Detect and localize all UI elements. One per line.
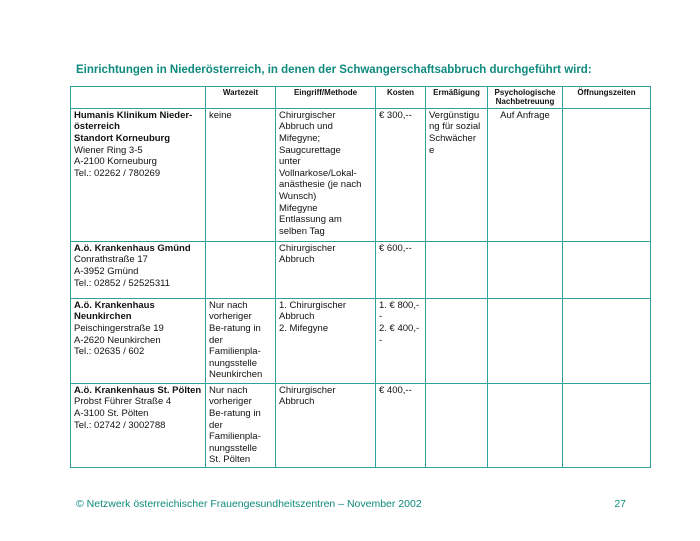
- clinic-cell: [71, 241, 206, 298]
- kosten-cell: [376, 298, 426, 383]
- clinic-cell: [71, 383, 206, 467]
- ermaessigung-cell-line: Schwächer: [429, 133, 476, 144]
- clinic-cell-line: Conrathstraße 17: [74, 254, 148, 266]
- clinic-name-line: Humanis Klinikum Nieder-: [74, 109, 193, 121]
- methode-cell: [276, 383, 376, 467]
- wartezeit-cell-line: vorheriger: [209, 311, 252, 323]
- methode-cell-line: Chirurgischer: [279, 109, 336, 121]
- methode-cell: [276, 241, 376, 298]
- col-header-oeffnungszeiten: Öffnungszeiten: [563, 87, 651, 109]
- table-row: [71, 241, 651, 298]
- wartezeit-cell-line: der: [209, 334, 223, 346]
- nachbetreuung-cell: [488, 241, 563, 298]
- methode-cell: [276, 298, 376, 383]
- clinic-cell: [71, 108, 206, 241]
- wartezeit-cell-line: Be-ratung in: [209, 323, 261, 334]
- kosten-cell-line: -: [379, 311, 383, 323]
- nachbetreuung-cell-line: Auf Anfrage: [500, 109, 550, 121]
- methode-cell: [276, 108, 376, 241]
- methode-cell-line: Chirurgischer: [279, 242, 336, 254]
- wartezeit-cell-line: Nur nach: [209, 384, 248, 396]
- page-footer: [76, 498, 626, 510]
- page-number: 27: [614, 498, 626, 510]
- wartezeit-cell-line: Neunkirchen: [209, 369, 263, 381]
- ermaessigung-cell: [426, 383, 488, 467]
- col-header-wartezeit: Wartezeit: [206, 87, 276, 109]
- methode-cell-line: anästhesie (je nach: [279, 179, 362, 191]
- wartezeit-cell-line: Familienpla-: [209, 431, 261, 443]
- clinic-name-line: A.ö. Krankenhaus Gmünd: [74, 242, 191, 254]
- clinic-cell-line: Tel.: 02742 / 3002788: [74, 419, 166, 431]
- nachbetreuung-cell: [488, 108, 563, 241]
- wartezeit-cell-line: nungsstelle: [209, 442, 258, 454]
- clinic-cell-line: Tel.: 02262 / 780269: [74, 167, 161, 179]
- ermaessigung-cell-line: ng für sozial: [429, 121, 481, 133]
- methode-cell-line: Chirurgischer: [279, 384, 336, 396]
- clinic-name-line: A.ö. Krankenhaus: [74, 299, 155, 311]
- methode-cell-line: Abbruch: [279, 254, 315, 266]
- wartezeit-cell-line: keine: [209, 109, 232, 121]
- methode-cell-line: Mifegyne;: [279, 133, 321, 144]
- methode-cell-line: Vollnarkose/Lokal-: [279, 167, 357, 179]
- page-heading: Einrichtungen in Niederösterreich, in denen der Schwangerschaftsabbruch durchgeführt wird:: [76, 64, 592, 76]
- col-header-ermaessigung: Ermäßigung: [426, 87, 488, 109]
- methode-cell-line: Mifegyne: [279, 202, 318, 214]
- methode-cell-line: 2. Mifegyne: [279, 323, 329, 334]
- wartezeit-cell-line: der: [209, 419, 223, 431]
- wartezeit-cell: [206, 241, 276, 298]
- wartezeit-cell: [206, 108, 276, 241]
- wartezeit-cell-line: St. Pölten: [209, 454, 251, 466]
- nachbetreuung-cell: [488, 298, 563, 383]
- kosten-cell-line: 2. € 400,-: [379, 323, 420, 334]
- oeffnungszeiten-cell: [563, 108, 651, 241]
- table-header-row: [71, 87, 651, 109]
- wartezeit-cell-line: Be-ratung in: [209, 408, 261, 419]
- wartezeit-cell: [206, 298, 276, 383]
- ermaessigung-cell: [426, 298, 488, 383]
- methode-cell-line: Wunsch): [279, 190, 317, 202]
- kosten-cell: [376, 383, 426, 467]
- kosten-cell: [376, 241, 426, 298]
- methode-cell-line: 1. Chirurgischer: [279, 299, 347, 311]
- table-row: [71, 108, 651, 241]
- wartezeit-cell-line: Nur nach: [209, 299, 248, 311]
- clinics-table: [70, 86, 651, 468]
- clinic-cell-line: Wiener Ring 3-5: [74, 144, 143, 156]
- clinic-name-line: österreich: [74, 121, 120, 133]
- nachbetreuung-cell: [488, 383, 563, 467]
- clinic-cell-line: Tel.: 02852 / 52525311: [74, 277, 170, 289]
- oeffnungszeiten-cell: [563, 383, 651, 467]
- clinic-cell-line: Probst Führer Straße 4: [74, 396, 172, 408]
- footer-copyright: © Netzwerk österreichischer Frauengesundheitszentren – November 2002: [76, 498, 422, 510]
- methode-cell-line: Abbruch: [279, 311, 315, 323]
- kosten-cell-line: € 600,--: [379, 242, 412, 254]
- kosten-cell: [376, 108, 426, 241]
- clinic-cell-line: A-2620 Neunkirchen: [74, 334, 161, 346]
- wartezeit-cell-line: vorheriger: [209, 396, 252, 408]
- oeffnungszeiten-cell: [563, 298, 651, 383]
- kosten-cell-line: -: [379, 334, 383, 346]
- wartezeit-cell-line: Familienpla-: [209, 346, 261, 358]
- methode-cell-line: selben Tag: [279, 225, 325, 237]
- ermaessigung-cell-line: e: [429, 144, 435, 156]
- methode-cell-line: Saugcurettage: [279, 144, 341, 156]
- clinic-cell: [71, 298, 206, 383]
- clinic-cell-line: A-3952 Gmünd: [74, 266, 139, 277]
- clinic-name-line: Neunkirchen: [74, 311, 132, 323]
- methode-cell-line: Abbruch: [279, 396, 315, 408]
- wartezeit-cell-line: nungsstelle: [209, 357, 258, 369]
- clinic-cell-line: Tel.: 02635 / 602: [74, 346, 145, 358]
- clinic-cell-line: A-3100 St. Pölten: [74, 408, 149, 419]
- methode-cell-line: Entlassung am: [279, 214, 342, 226]
- kosten-cell-line: € 300,--: [379, 109, 412, 121]
- methode-cell-line: Abbruch und: [279, 121, 333, 133]
- table-row: [71, 298, 651, 383]
- methode-cell-line: unter: [279, 156, 301, 168]
- clinic-cell-line: A-2100 Korneuburg: [74, 156, 157, 168]
- oeffnungszeiten-cell: [563, 241, 651, 298]
- ermaessigung-cell: [426, 241, 488, 298]
- clinic-name-line: A.ö. Krankenhaus St. Pölten: [74, 384, 202, 396]
- ermaessigung-cell-line: Vergünstigu: [429, 109, 480, 121]
- wartezeit-cell: [206, 383, 276, 467]
- col-header-nachbetreuung: Psychologische Nachbetreuung: [488, 87, 563, 109]
- kosten-cell-line: 1. € 800,-: [379, 299, 420, 311]
- ermaessigung-cell: [426, 108, 488, 241]
- kosten-cell-line: € 400,--: [379, 384, 412, 396]
- col-header-kosten: Kosten: [376, 87, 426, 109]
- clinic-name-line: Standort Korneuburg: [74, 133, 171, 144]
- col-header-methode: Eingriff/Methode: [276, 87, 376, 109]
- clinic-cell-line: Peischingerstraße 19: [74, 323, 164, 334]
- col-header-einrichtung: [71, 87, 206, 109]
- table-row: [71, 383, 651, 467]
